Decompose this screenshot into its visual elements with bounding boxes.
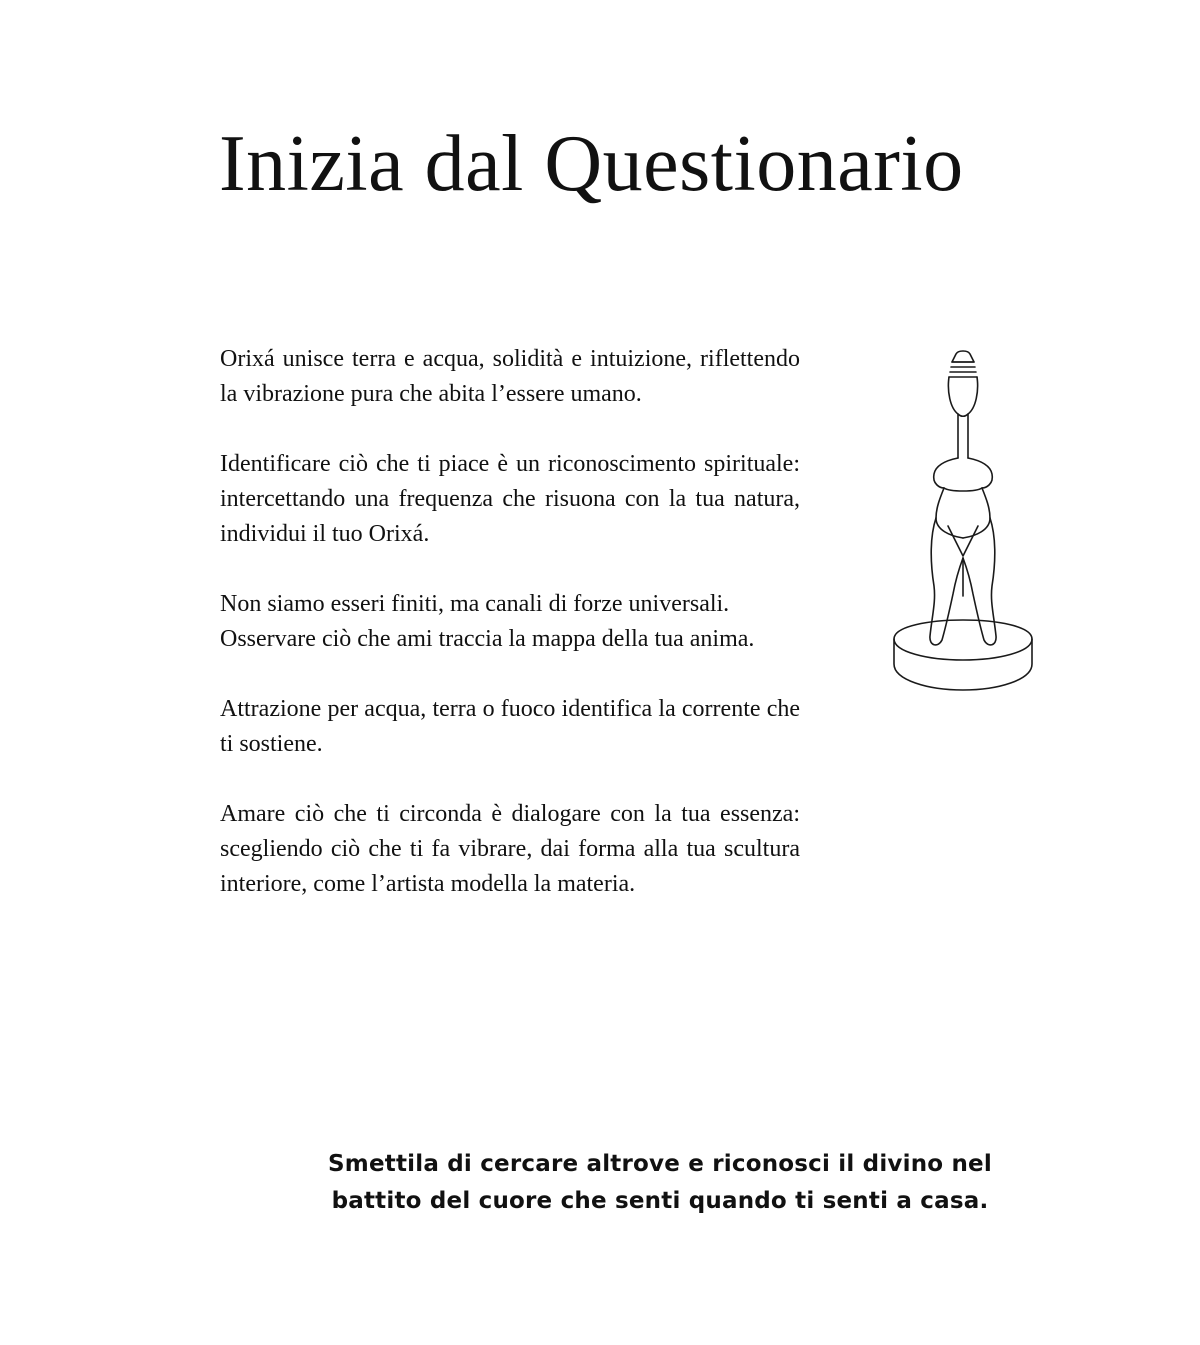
closing-quote	[300, 1146, 1020, 1220]
closing-line: battito del cuore che senti quando ti senti a casa.	[331, 1188, 989, 1214]
paragraph-line: Amare ciò che ti circonda è dialogare con la tua essenza: scegliendo ciò che ti fa vibrare, dai forma alla tua scultura interiore, come l’artista modella la materia.	[220, 801, 800, 897]
paragraph-line: Identificare ciò che ti piace è un riconoscimento spirituale: intercettando una frequenza che risuona con la tua natura, individui il tuo Orixá.	[220, 451, 800, 547]
paragraph	[220, 692, 800, 762]
paragraph	[220, 342, 800, 412]
paragraph	[220, 797, 800, 902]
paragraph-line: Osservare ciò che ami traccia la mappa della tua anima.	[220, 626, 755, 652]
paragraph-line: Non siamo esseri finiti, ma canali di forze universali.	[220, 591, 730, 617]
closing-line: Smettila di cercare altrove e riconosci il divino nel	[328, 1151, 992, 1177]
body-text	[220, 342, 800, 937]
page-title: Inizia dal Questionario	[219, 120, 964, 208]
paragraph-line: Attrazione per acqua, terra o fuoco identifica la corrente che ti sostiene.	[220, 696, 800, 757]
cycladic-figurine-statue-icon	[890, 346, 1036, 694]
paragraph-line: Orixá unisce terra e acqua, solidità e intuizione, riflettendo la vibrazione pura che abita l’essere umano.	[220, 346, 800, 407]
paragraph	[220, 447, 800, 552]
paragraph	[220, 587, 800, 657]
